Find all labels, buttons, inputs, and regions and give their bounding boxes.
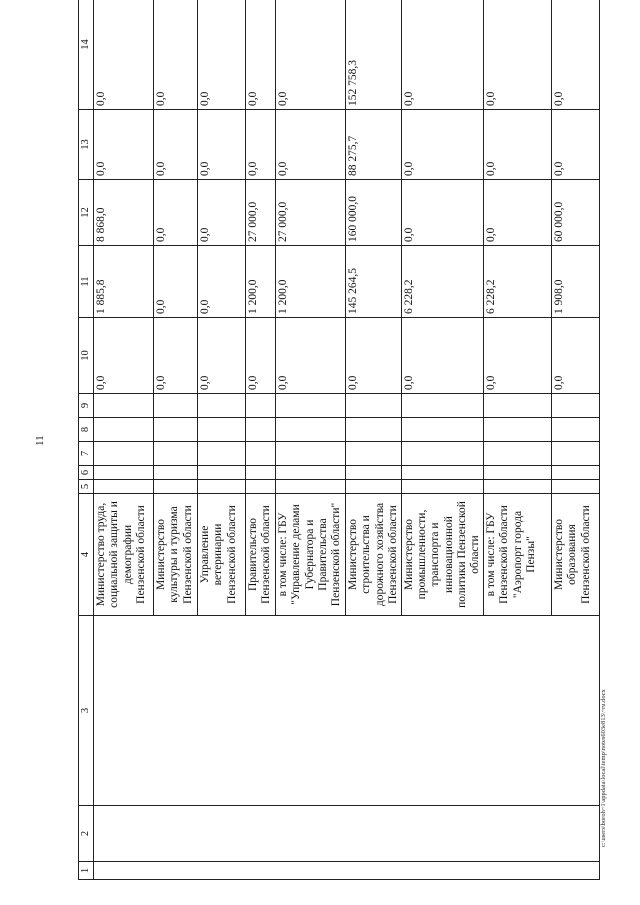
- amount-cell: 27 000,0: [246, 180, 276, 246]
- empty-cell: [246, 394, 276, 418]
- amount-cell: 0,0: [484, 110, 552, 180]
- header-cell: 1: [79, 862, 94, 880]
- amount-cell: 0,0: [401, 318, 483, 394]
- amount-cell: 0,0: [154, 180, 198, 246]
- amount-cell: 0,0: [401, 0, 483, 110]
- empty-cell: [94, 806, 600, 862]
- amount-cell: 152 758,3: [346, 0, 402, 110]
- empty-cell: [246, 466, 276, 480]
- header-cell: 14: [79, 0, 94, 110]
- empty-cell: [246, 418, 276, 442]
- header-cell: 4: [79, 494, 94, 616]
- empty-cell: [552, 442, 600, 466]
- amount-cell: 0,0: [552, 110, 600, 180]
- amount-cell: 0,0: [94, 0, 154, 110]
- empty-cell: [198, 418, 246, 442]
- empty-cell: [154, 394, 198, 418]
- empty-cell: [154, 480, 198, 494]
- empty-cell: [401, 418, 483, 442]
- header-cell: 13: [79, 110, 94, 180]
- empty-cell: [94, 616, 600, 806]
- amount-cell: 0,0: [552, 318, 600, 394]
- empty-cell: [484, 480, 552, 494]
- header-cell: 9: [79, 394, 94, 418]
- agency-name-cell: Правительство Пензенской области: [246, 494, 276, 616]
- amount-cell: 1 908,0: [552, 246, 600, 318]
- amount-cell: 0,0: [276, 110, 346, 180]
- empty-cell: [484, 394, 552, 418]
- empty-cell: [346, 418, 402, 442]
- amount-cell: 160 000,0: [346, 180, 402, 246]
- agency-name-cell: Министерство труда, социальной защиты и демографии Пензенской области: [94, 494, 154, 616]
- header-cell: 12: [79, 180, 94, 246]
- empty-cell: [346, 466, 402, 480]
- empty-cell: [94, 394, 154, 418]
- header-cell: 2: [79, 806, 94, 862]
- empty-cell: [276, 418, 346, 442]
- empty-cell: [401, 480, 483, 494]
- table-body: [94, 0, 600, 880]
- empty-cell: [94, 862, 600, 880]
- amount-cell: 0,0: [154, 246, 198, 318]
- amount-cell: 1 200,0: [276, 246, 346, 318]
- empty-cell: [198, 442, 246, 466]
- header-cell: 5: [79, 480, 94, 494]
- empty-cell: [484, 418, 552, 442]
- empty-cell: [276, 480, 346, 494]
- amount-cell: 0,0: [154, 318, 198, 394]
- empty-cell: [276, 394, 346, 418]
- table-row: [94, 0, 154, 880]
- amount-cell: 0,0: [276, 318, 346, 394]
- rotated-table-container: [78, 0, 592, 880]
- header-cell: 7: [79, 442, 94, 466]
- amount-cell: 145 264,5: [346, 246, 402, 318]
- agency-name-cell: Министерство культуры и туризма Пензенской области: [154, 494, 198, 616]
- amount-cell: 1 885,8: [94, 246, 154, 318]
- amount-cell: 0,0: [552, 0, 600, 110]
- header-cell: 3: [79, 616, 94, 806]
- table-area: [78, 0, 592, 880]
- header-cell: 8: [79, 418, 94, 442]
- empty-cell: [198, 480, 246, 494]
- amount-cell: 8 868,0: [94, 180, 154, 246]
- empty-cell: [484, 466, 552, 480]
- agency-name-cell: в том числе: ГБУ "Управление делами Губернатора и Правительства Пензенской области": [276, 494, 346, 616]
- header-cell: 10: [79, 318, 94, 394]
- empty-cell: [346, 394, 402, 418]
- amount-cell: 0,0: [484, 318, 552, 394]
- budget-table: [78, 0, 600, 880]
- empty-cell: [94, 442, 154, 466]
- page-number: 11: [34, 435, 46, 446]
- amount-cell: 0,0: [401, 110, 483, 180]
- empty-cell: [401, 466, 483, 480]
- amount-cell: 1 200,0: [246, 246, 276, 318]
- empty-cell: [346, 442, 402, 466]
- file-path-footer: c:\users\boroh~1\appdata\local\temp\notes603e813\~ru.docx: [600, 689, 607, 847]
- amount-cell: 0,0: [276, 0, 346, 110]
- amount-cell: 0,0: [198, 318, 246, 394]
- amount-cell: 0,0: [198, 246, 246, 318]
- amount-cell: 0,0: [484, 180, 552, 246]
- empty-cell: [94, 466, 154, 480]
- amount-cell: 0,0: [198, 110, 246, 180]
- agency-name-cell: Управление ветеринарии Пензенской области: [198, 494, 246, 616]
- empty-cell: [246, 442, 276, 466]
- empty-cell: [154, 418, 198, 442]
- empty-cell: [552, 466, 600, 480]
- empty-cell: [401, 394, 483, 418]
- agency-name-cell: в том числе: ГБУ Пензенской области "Аэропорт города Пензы": [484, 494, 552, 616]
- empty-cell: [552, 418, 600, 442]
- header-cell: 11: [79, 246, 94, 318]
- empty-cell: [552, 480, 600, 494]
- agency-name-cell: Министерство образования Пензенской области: [552, 494, 600, 616]
- amount-cell: 0,0: [246, 318, 276, 394]
- amount-cell: 0,0: [154, 0, 198, 110]
- empty-cell: [276, 466, 346, 480]
- empty-cell: [484, 442, 552, 466]
- empty-cell: [198, 394, 246, 418]
- amount-cell: 0,0: [198, 180, 246, 246]
- header-row: [79, 0, 94, 880]
- amount-cell: 0,0: [198, 0, 246, 110]
- empty-cell: [246, 480, 276, 494]
- empty-cell: [94, 480, 154, 494]
- amount-cell: 6 228,2: [484, 246, 552, 318]
- empty-cell: [552, 394, 600, 418]
- amount-cell: 0,0: [484, 0, 552, 110]
- empty-cell: [154, 442, 198, 466]
- amount-cell: 0,0: [401, 180, 483, 246]
- amount-cell: 88 275,7: [346, 110, 402, 180]
- empty-cell: [198, 466, 246, 480]
- empty-cell: [346, 480, 402, 494]
- amount-cell: 27 000,0: [276, 180, 346, 246]
- amount-cell: 0,0: [94, 110, 154, 180]
- empty-cell: [401, 442, 483, 466]
- amount-cell: 0,0: [94, 318, 154, 394]
- amount-cell: 60 000,0: [552, 180, 600, 246]
- empty-cell: [276, 442, 346, 466]
- header-cell: 6: [79, 466, 94, 480]
- amount-cell: 0,0: [346, 318, 402, 394]
- empty-cell: [94, 418, 154, 442]
- amount-cell: 0,0: [246, 0, 276, 110]
- agency-name-cell: Министерство строительства и дорожного хозяйства Пензенской области: [346, 494, 402, 616]
- agency-name-cell: Министерство промышленности, транспорта и инновационной политики Пензенской области: [401, 494, 483, 616]
- amount-cell: 0,0: [154, 110, 198, 180]
- empty-cell: [154, 466, 198, 480]
- amount-cell: 0,0: [246, 110, 276, 180]
- amount-cell: 6 228,2: [401, 246, 483, 318]
